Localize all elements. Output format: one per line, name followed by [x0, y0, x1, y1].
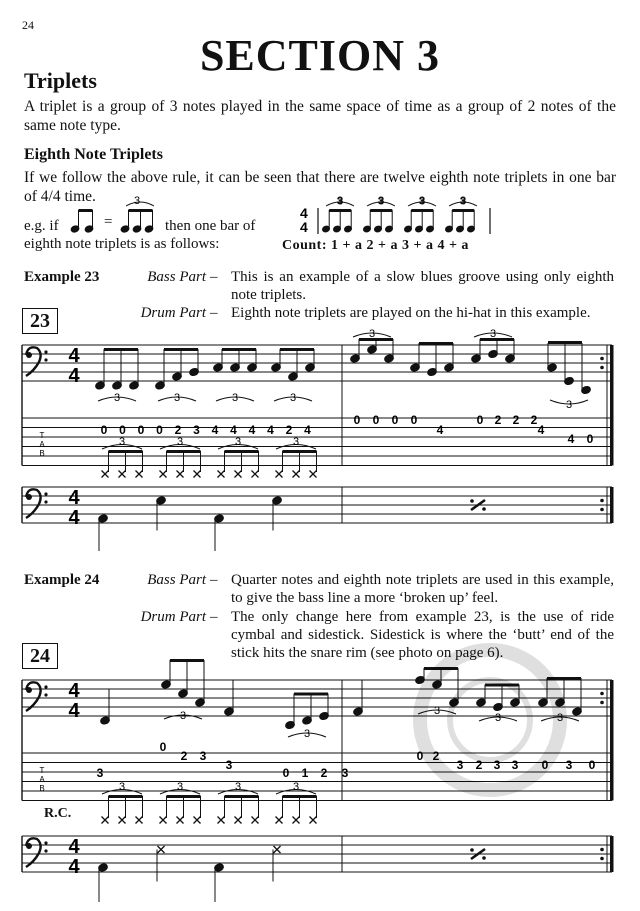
repeat-dot [482, 507, 486, 511]
repeat-dot [600, 366, 604, 370]
tab-number: 0 [391, 413, 399, 427]
cymbal-x-head [235, 817, 242, 824]
cymbal-x-head [310, 817, 317, 824]
cymbal-x-head [160, 817, 167, 824]
cymbal-x-head [218, 471, 225, 478]
triplet-mark: 3 [289, 392, 297, 404]
example-23-label: Example 23 [24, 269, 100, 285]
bass-clef-dot [44, 492, 47, 495]
tab-number: 0 [353, 413, 361, 427]
time-signature-bottom: 4 [68, 507, 80, 529]
triplet-mark: 3 [368, 328, 376, 340]
cymbal-x-head [102, 471, 109, 478]
watermark [420, 650, 560, 790]
cymbal-x-head [276, 817, 283, 824]
time-signature-bottom: 4 [68, 856, 80, 878]
tab-number: 0 [159, 740, 167, 754]
eg-triplet-mark: 3 [133, 195, 141, 207]
cymbal-x-head [194, 471, 201, 478]
cymbal-x-head [218, 817, 225, 824]
repeat-dot [600, 848, 604, 852]
beam [283, 450, 317, 453]
beam [480, 338, 514, 341]
tab-number: 4 [248, 423, 256, 437]
triplet-mark: 3 [303, 728, 311, 740]
triplet-mark: 3 [556, 712, 564, 724]
tab-number: 0 [416, 749, 424, 763]
beam [167, 450, 201, 453]
example-24-label: Example 24 [24, 572, 100, 588]
repeat-dot [600, 701, 604, 705]
bass-clef-dot [44, 849, 47, 852]
time-signature-top: 4 [68, 487, 80, 509]
tab-number: 4 [211, 423, 219, 437]
cymbal-x-head [158, 846, 165, 853]
repeat-dot [600, 508, 604, 512]
final-barline [610, 345, 614, 466]
repeat-dot [600, 499, 604, 503]
tab-number: 3 [199, 749, 207, 763]
triplet-mark: 3 [419, 196, 425, 207]
repeat-dot [470, 848, 474, 852]
example-24-bass-desc: Quarter notes and eighth note triplets are used in this example, to give the bass line a more ‘broken up’ feel. [231, 572, 614, 606]
tab-number: 2 [320, 766, 328, 780]
cymbal-x-head [136, 471, 143, 478]
eg-equals: = [104, 214, 113, 230]
example-24-drum-desc: The only change here from example 23, is the use of ride cymbal and sidestick. Sidestick is where the ‘butt’ end of the stick hits the snare rim (see photo on page 6). [231, 609, 614, 661]
count-text: 1 + a 2 + a 3 + a 4 + a [331, 238, 469, 253]
beam [548, 341, 582, 344]
beam [170, 659, 204, 662]
tab-number: 3 [96, 766, 104, 780]
final-barline [610, 680, 614, 801]
cymbal-x-head [136, 817, 143, 824]
triplet-mark: 3 [565, 399, 573, 411]
tab-number: 0 [410, 413, 418, 427]
tab-letter-b: B [39, 784, 45, 793]
dash: – [210, 572, 218, 588]
dash: – [210, 609, 218, 625]
intro-paragraph: A triplet is a group of 3 notes played in the same space of time as a group of 2 notes of the same note type. [24, 98, 616, 134]
tab-number: 4 [230, 423, 237, 437]
beam [283, 795, 317, 798]
dash: – [210, 269, 218, 285]
triplet-mark: 3 [292, 436, 300, 448]
tab-number: 4 [567, 432, 575, 446]
cymbal-x-head [235, 471, 242, 478]
tab-number: 3 [341, 766, 349, 780]
triplet-mark: 3 [378, 196, 384, 207]
time-signature-top: 4 [68, 680, 80, 702]
cymbal-x-head [252, 471, 259, 478]
triplet-mark: 3 [113, 392, 121, 404]
tab-number: 2 [285, 423, 293, 437]
tab-letter-a: A [39, 775, 45, 784]
bass-clef-dot [44, 358, 47, 361]
cymbal-x-head [293, 817, 300, 824]
time-signature-top: 4 [68, 345, 80, 367]
time-signature-bottom: 4 [68, 700, 80, 722]
triplet-mark: 3 [231, 392, 239, 404]
tab-number: 2 [530, 413, 538, 427]
tab-number: 1 [301, 766, 309, 780]
tab-number: 0 [476, 413, 484, 427]
tab-number: 0 [100, 423, 108, 437]
repeat-dot [600, 357, 604, 361]
example-23-system [22, 328, 614, 551]
example-23-number-box: 23 [22, 308, 58, 334]
eg-text-line2: eighth note triplets is as follows: [24, 236, 220, 252]
tab-number: 0 [156, 423, 163, 437]
example-23-bass-label: Bass Part [147, 269, 206, 285]
cymbal-x-head [252, 817, 259, 824]
eg-time-top: 4 [300, 205, 308, 221]
tab-number: 0 [372, 413, 380, 427]
bass-clef-dot [44, 685, 47, 688]
beam [222, 348, 256, 351]
ride-cymbal-label: R.C. [44, 806, 72, 821]
triplet-mark: 3 [118, 781, 126, 793]
tab-number: 2 [494, 413, 502, 427]
triplet-mark: 3 [176, 781, 184, 793]
beam [294, 693, 328, 696]
tab-number: 2 [475, 758, 483, 772]
tab-number: 4 [537, 423, 545, 437]
beam [280, 348, 314, 351]
beam [109, 450, 143, 453]
tab-number: 0 [588, 758, 596, 772]
cymbal-x-head [194, 817, 201, 824]
tab-number: 3 [456, 758, 464, 772]
bass-clef-dot [44, 500, 47, 503]
example-23-drum-label: Drum Part [140, 305, 206, 321]
page-number: 24 [22, 18, 34, 32]
bass-clef-dot [26, 494, 32, 500]
triplet-mark: 3 [433, 705, 441, 717]
heading-eighth-note-triplets: Eighth Note Triplets [24, 146, 163, 163]
triplet-mark: 3 [234, 436, 242, 448]
cymbal-x-head [276, 471, 283, 478]
bass-clef-dot [26, 352, 32, 358]
triplet-mark: 3 [460, 196, 466, 207]
repeat-dot [600, 857, 604, 861]
triplet-mark: 3 [489, 328, 497, 340]
tab-letter-t: T [39, 431, 45, 440]
heading-triplets: Triplets [24, 68, 97, 93]
tab-number: 0 [137, 423, 145, 437]
beam [419, 342, 453, 345]
cymbal-x-head [102, 817, 109, 824]
triplet-mark: 3 [176, 436, 184, 448]
eg-text-b: then one bar of [165, 218, 256, 234]
final-barline [610, 487, 614, 523]
time-signature-bottom: 4 [68, 365, 80, 387]
tab-number: 0 [119, 423, 126, 437]
dash: – [210, 305, 218, 321]
example-23-bass-desc: This is an example of a slow blues groove using only eighth note triplets. [231, 269, 614, 303]
tab-number: 3 [511, 758, 519, 772]
cymbal-x-head [293, 471, 300, 478]
triplet-mark: 3 [179, 710, 187, 722]
tab-number: 4 [304, 423, 311, 437]
triplet-mark: 3 [494, 712, 502, 724]
tab-number: 0 [282, 766, 290, 780]
final-barline [610, 836, 614, 872]
eg-time-bottom: 4 [300, 219, 308, 235]
eighth-paragraph: If we follow the above rule, it can be seen that there are twelve eighth note triplets in one bar of 4/4 time. [24, 169, 616, 205]
example-24-bass-label: Bass Part [147, 572, 206, 588]
beam [164, 348, 198, 351]
repeat-dot [600, 692, 604, 696]
cymbal-x-head [310, 471, 317, 478]
tab-number: 3 [565, 758, 573, 772]
example-23-drum-desc: Eighth note triplets are played on the hi-hat in this example. [231, 305, 591, 321]
tab-number: 2 [180, 749, 188, 763]
tab-number: 2 [512, 413, 520, 427]
eg-text-a: e.g. if [24, 218, 59, 234]
tab-number: 3 [225, 758, 233, 772]
tab-number: 3 [193, 423, 200, 437]
tab-letter-b: B [39, 449, 45, 458]
cymbal-x-head [160, 471, 167, 478]
section-title: SECTION 3 [199, 31, 441, 80]
tab-number: 3 [493, 758, 501, 772]
bass-clef-dot [44, 350, 47, 353]
tab-number: 0 [541, 758, 549, 772]
cymbal-x-head [177, 471, 184, 478]
cymbal-x-head [119, 471, 126, 478]
cymbal-x-head [274, 846, 281, 853]
beam [167, 795, 201, 798]
tab-letter-a: A [39, 440, 45, 449]
example-24-number-box: 24 [22, 643, 58, 669]
beam [225, 795, 259, 798]
triplet-mark: 3 [292, 781, 300, 793]
bass-clef-dot [44, 693, 47, 696]
triplet-mark: 3 [337, 196, 343, 207]
example-24-drum-label: Drum Part [140, 609, 206, 625]
triplet-mark: 3 [118, 436, 126, 448]
bass-clef-dot [44, 841, 47, 844]
tab-number: 2 [174, 423, 182, 437]
cymbal-x-head [119, 817, 126, 824]
bass-clef-dot [26, 687, 32, 693]
tab-number: 4 [267, 423, 274, 437]
bass-clef-dot [26, 843, 32, 849]
triplet-mark: 3 [173, 392, 181, 404]
beam [225, 450, 259, 453]
tab-number: 4 [436, 423, 444, 437]
triplet-mark: 3 [234, 781, 242, 793]
time-signature-top: 4 [68, 836, 80, 858]
count-label: Count: [282, 238, 328, 253]
cymbal-x-head [177, 817, 184, 824]
repeat-dot [482, 856, 486, 860]
beam [109, 795, 143, 798]
tab-letter-t: T [39, 766, 45, 775]
repeat-dot [470, 499, 474, 503]
beam [359, 338, 393, 341]
tab-number: 2 [432, 749, 440, 763]
tab-number: 0 [586, 432, 594, 446]
beam [104, 348, 138, 351]
